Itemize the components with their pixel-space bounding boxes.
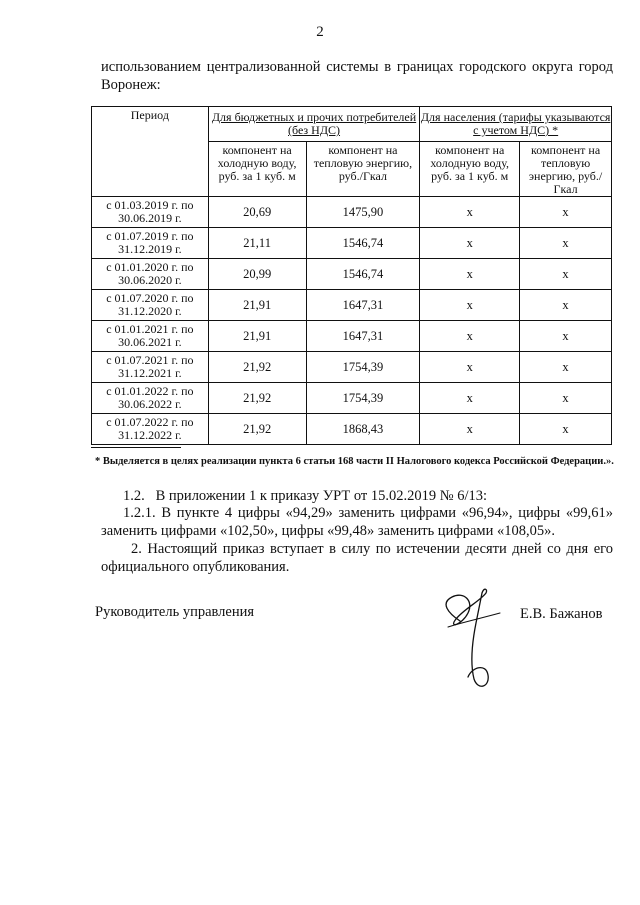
population-cold-cell: х xyxy=(420,228,520,259)
footnote-divider xyxy=(91,447,181,448)
intro-paragraph: использованием централизованной системы в границах городского округа город Воронеж: xyxy=(101,59,613,93)
population-group-header: Для населения (тарифы указываются с учетом НДС) * xyxy=(420,107,612,142)
table-row xyxy=(92,290,612,321)
period-cell: с 01.07.2022 г. по 31.12.2022 г. xyxy=(92,414,209,445)
table-row xyxy=(92,383,612,414)
period-cell: с 01.01.2020 г. по 30.06.2020 г. xyxy=(92,259,209,290)
population-cold-cell: х xyxy=(420,321,520,352)
table-row xyxy=(92,228,612,259)
footnote: * Выделяется в целях реализации пункта 6 статьи 168 части II Налогового кодекса Российской Федерации.». xyxy=(95,456,614,467)
paragraph-1-2: 1.2. В приложении 1 к приказу УРТ от 15.02.2019 № 6/13: xyxy=(123,488,488,504)
population-cold-water-header: компонент на холодную воду, руб. за 1 куб. м xyxy=(420,142,520,197)
table-row xyxy=(92,259,612,290)
heat-cell: 1754,39 xyxy=(306,352,420,383)
period-cell: с 01.01.2021 г. по 30.06.2021 г. xyxy=(92,321,209,352)
budget-heat-header: компонент на тепловую энергию, руб./Гкал xyxy=(306,142,420,197)
table-row xyxy=(92,197,612,228)
population-heat-cell: х xyxy=(520,290,612,321)
budget-cold-water-header: компонент на холодную воду, руб. за 1 куб. м xyxy=(208,142,306,197)
population-cold-cell: х xyxy=(420,352,520,383)
cold-water-cell: 21,92 xyxy=(208,414,306,445)
signer-name: Е.В. Бажанов xyxy=(520,606,603,622)
budget-group-header: Для бюджетных и прочих потребителей (без НДС) xyxy=(208,107,420,142)
population-cold-cell: х xyxy=(420,290,520,321)
heat-cell: 1647,31 xyxy=(306,321,420,352)
table-row xyxy=(92,321,612,352)
period-cell: с 01.07.2019 г. по 31.12.2019 г. xyxy=(92,228,209,259)
population-cold-cell: х xyxy=(420,259,520,290)
table-row xyxy=(92,352,612,383)
table-row xyxy=(92,414,612,445)
cold-water-cell: 21,11 xyxy=(208,228,306,259)
population-heat-cell: х xyxy=(520,321,612,352)
heat-cell: 1546,74 xyxy=(306,228,420,259)
heat-cell: 1754,39 xyxy=(306,383,420,414)
cold-water-cell: 20,69 xyxy=(208,197,306,228)
paragraph-2: 2. Настоящий приказ вступает в силу по истечении десяти дней со дня его официального опубликования. xyxy=(101,541,613,575)
period-cell: с 01.03.2019 г. по 30.06.2019 г. xyxy=(92,197,209,228)
population-heat-cell: х xyxy=(520,259,612,290)
population-heat-cell: х xyxy=(520,228,612,259)
period-cell: с 01.07.2020 г. по 31.12.2020 г. xyxy=(92,290,209,321)
cold-water-cell: 21,91 xyxy=(208,321,306,352)
cold-water-cell: 21,91 xyxy=(208,290,306,321)
cold-water-cell: 20,99 xyxy=(208,259,306,290)
population-heat-cell: х xyxy=(520,352,612,383)
handwritten-signature xyxy=(430,583,520,698)
heat-cell: 1868,43 xyxy=(306,414,420,445)
population-cold-cell: х xyxy=(420,383,520,414)
tariff-table xyxy=(91,106,612,445)
cold-water-cell: 21,92 xyxy=(208,383,306,414)
heat-cell: 1546,74 xyxy=(306,259,420,290)
population-cold-cell: х xyxy=(420,197,520,228)
population-heat-cell: х xyxy=(520,197,612,228)
period-cell: с 01.01.2022 г. по 30.06.2022 г. xyxy=(92,383,209,414)
population-heat-header: компонент на тепловую энергию, руб./Гкал xyxy=(520,142,612,197)
period-cell: с 01.07.2021 г. по 31.12.2021 г. xyxy=(92,352,209,383)
population-cold-cell: х xyxy=(420,414,520,445)
heat-cell: 1647,31 xyxy=(306,290,420,321)
cold-water-cell: 21,92 xyxy=(208,352,306,383)
heat-cell: 1475,90 xyxy=(306,197,420,228)
population-heat-cell: х xyxy=(520,414,612,445)
page-number: 2 xyxy=(316,24,324,40)
signer-title: Руководитель управления xyxy=(95,604,255,620)
paragraph-1-2-1: 1.2.1. В пункте 4 цифры «94,29» заменить цифрами «96,94», цифры «99,61» заменить цифрами «102,50», цифры «99,48» заменить цифрами «108,05». xyxy=(101,505,613,539)
population-heat-cell: х xyxy=(520,383,612,414)
period-header: Период xyxy=(92,107,209,197)
